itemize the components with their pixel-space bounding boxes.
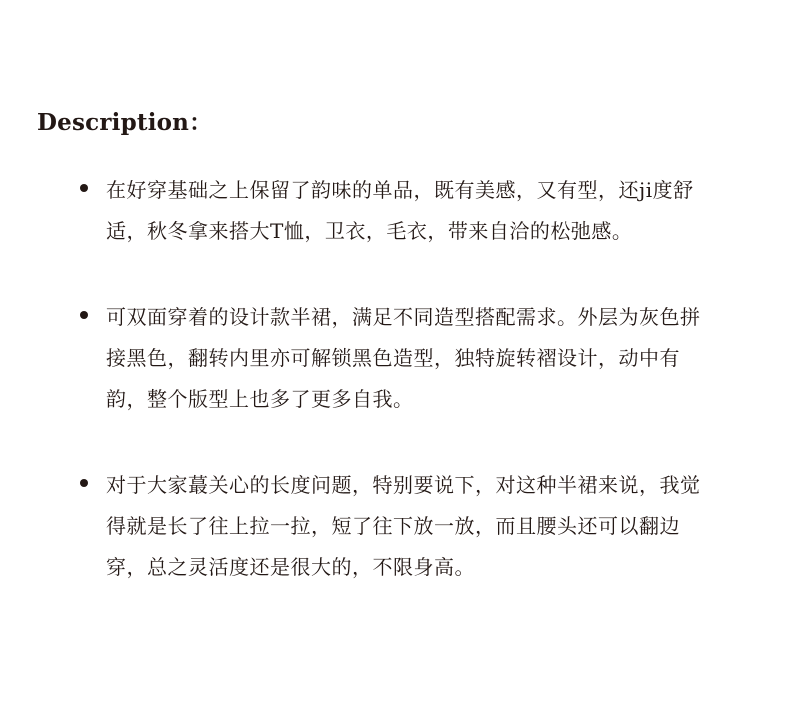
bullet-icon [80,479,88,487]
list-item [0,465,790,588]
bullet-icon [80,311,88,319]
list-item-text: 可双面穿着的设计款半裙，满足不同造型搭配需求。外层为灰色拼接黑色，翻转内里亦可解锁黑色造型，独特旋转褶设计，动中有韵，整个版型上也多了更多自我。 [106,305,701,411]
bullet-icon [80,184,88,192]
list-item-text: 在好穿基础之上保留了韵味的单品，既有美感，又有型，还ji度舒适，秋冬拿来搭大T恤，卫衣，毛衣，带来自洽的松弛感。 [106,178,694,243]
description-heading: Description： [37,109,213,136]
list-item-text: 对于大家蕞关心的长度问题，特别要说下，对这种半裙来说，我觉得就是长了往上拉一拉，短了往下放一放，而且腰头还可以翻边穿，总之灵活度还是很大的，不限身高。 [106,473,701,579]
list-item [0,170,790,252]
description-list [0,170,790,633]
list-item [0,297,790,420]
